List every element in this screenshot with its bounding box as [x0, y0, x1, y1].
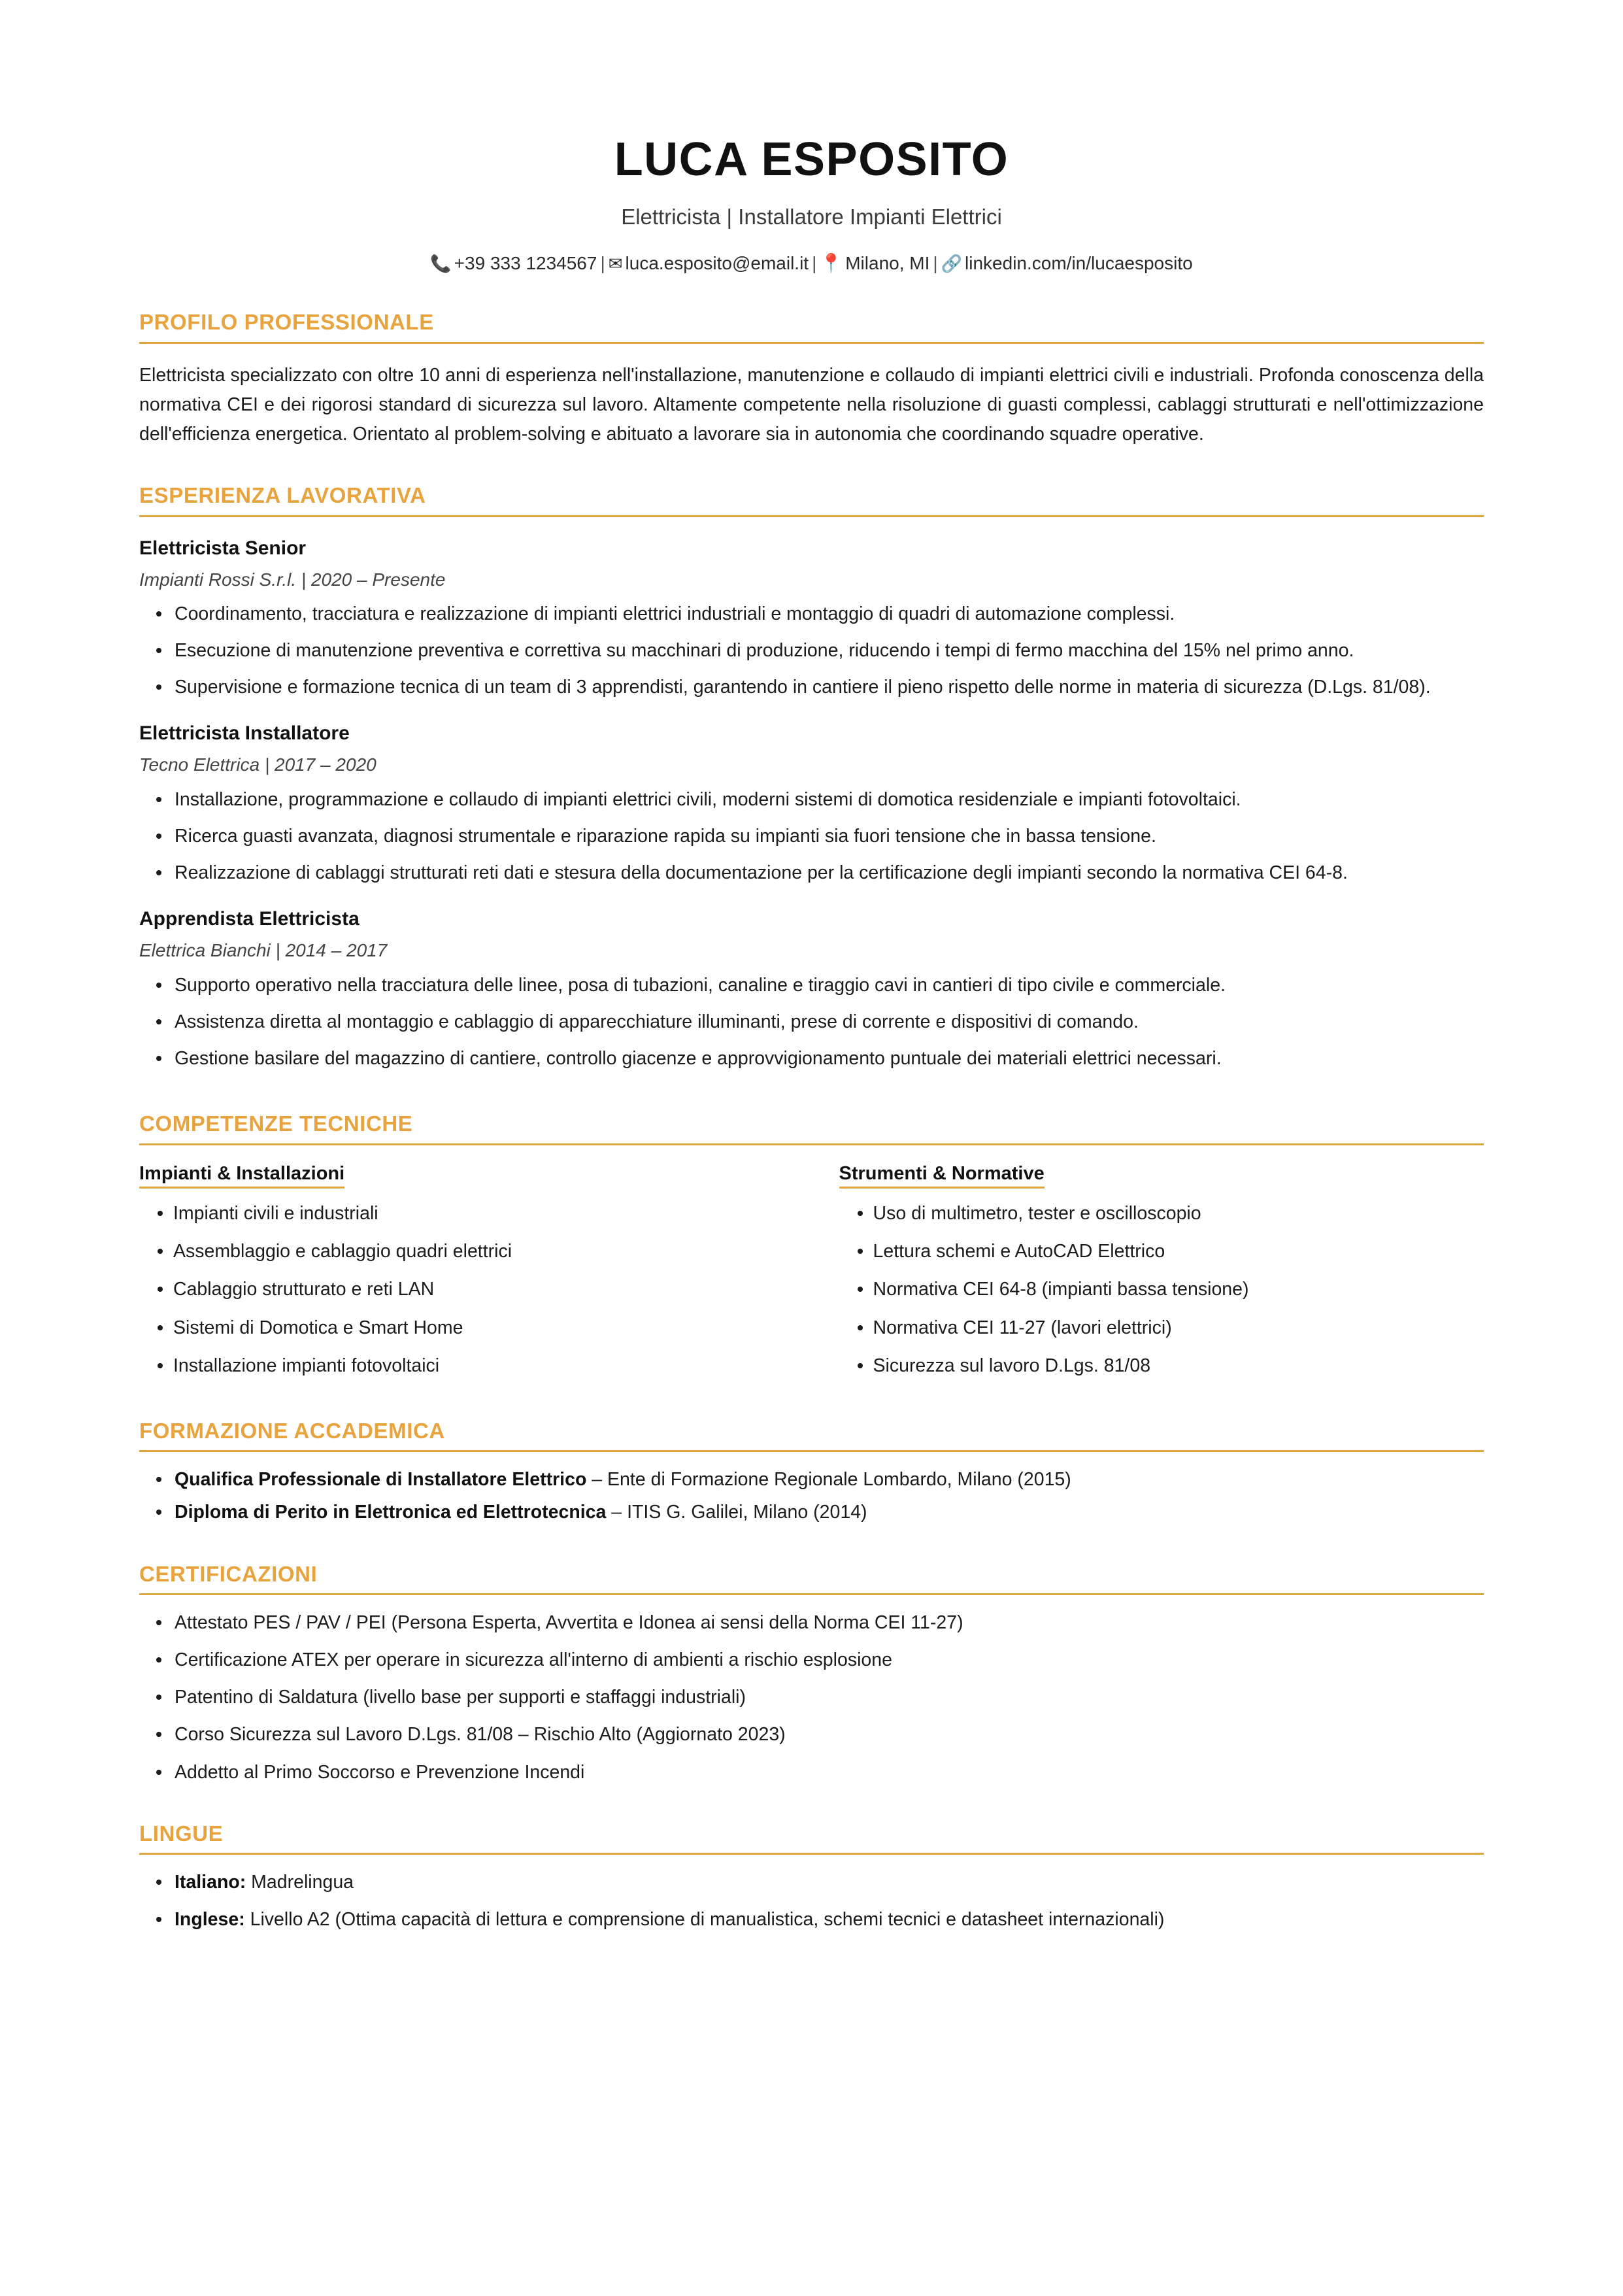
certifications-list	[139, 1608, 1484, 1787]
list-item: Ricerca guasti avanzata, diagnosi strumentale e riparazione rapida su impianti sia fuori tensione che in bassa tensione.	[139, 822, 1484, 851]
list-item: Certificazione ATEX per operare in sicurezza all'interno di ambienti a rischio esplosione	[139, 1646, 1484, 1675]
contact-line	[139, 251, 1484, 276]
contact-location: Milano, MI	[845, 252, 930, 273]
language-name: Italiano:	[175, 1872, 246, 1893]
section-title-experience: ESPERIENZA LAVORATIVA	[139, 482, 426, 507]
list-item	[139, 1905, 1484, 1934]
contact-email[interactable]: luca.esposito@email.it	[625, 252, 809, 273]
job-bullet-list	[139, 599, 1484, 702]
list-item: Attestato PES / PAV / PEI (Persona Esperta, Avvertita e Idonea ai sensi della Norma CEI 11-27)	[139, 1608, 1484, 1638]
list-item: Installazione, programmazione e collaudo di impianti elettrici civili, moderni sistemi di domotica residenziale e impianti fotovoltaici.	[139, 785, 1484, 815]
job-bullet-list	[139, 785, 1484, 888]
section-certifications	[139, 1562, 1484, 1787]
education-institution: – Ente di Formazione Regionale Lombardo, Milano (2015)	[586, 1469, 1071, 1491]
section-title-languages: LINGUE	[139, 1821, 224, 1846]
map-pin-icon: 📍	[820, 252, 843, 274]
list-item: Coordinamento, tracciatura e realizzazione di impianti elettrici industriali e montaggio di quadri di automazione complessi.	[139, 599, 1484, 629]
section-divider	[139, 342, 1484, 344]
list-item: Assemblaggio e cablaggio quadri elettrici	[139, 1237, 812, 1266]
list-item: Lettura schemi e AutoCAD Elettrico	[839, 1237, 1484, 1266]
profile-summary-text: Elettricista specializzato con oltre 10 anni di esperienza nell'installazione, manutenzione e collaudo di impianti elettrici civili e industriali. Profonda conoscenza della normativa CEI e dei rigorosi standard di sicurezza sul lavoro. Altamente competente nella risoluzione di guasti complessi, cablaggi strutturati e nell'ottimizzazione dell'efficienza energetica. Orientato al problem-solving e abituato a lavorare sia in autonomia che coordinando squadre operative.	[139, 364, 1484, 445]
list-item: Assistenza diretta al montaggio e cablaggio di apparecchiature illuminanti, prese di corrente e dispositivi di comando.	[139, 1007, 1484, 1037]
candidate-name: LUCA ESPOSITO	[614, 133, 1009, 186]
link-icon: 🔗	[941, 254, 963, 274]
list-item: Impianti civili e industriali	[139, 1199, 812, 1228]
language-name: Inglese:	[175, 1909, 245, 1931]
contact-separator: |	[933, 252, 938, 273]
section-title-education: FORMAZIONE ACCADEMICA	[139, 1418, 445, 1443]
job-title: Elettricista Senior	[139, 537, 307, 559]
languages-list	[139, 1868, 1484, 1934]
contact-separator: |	[812, 252, 817, 273]
experience-entry	[139, 907, 1484, 1073]
job-company-dates: Tecno Elettrica | 2017 – 2020	[139, 754, 376, 775]
job-bullet-list	[139, 971, 1484, 1073]
section-divider	[139, 515, 1484, 517]
language-level: Madrelingua	[246, 1872, 354, 1893]
section-profile	[139, 310, 1484, 449]
section-title-skills: COMPETENZE TECNICHE	[139, 1111, 413, 1136]
list-item: Patentino di Saldatura (livello base per supporti e staffaggi industriali)	[139, 1683, 1484, 1712]
section-divider	[139, 1593, 1484, 1595]
job-title: Elettricista Installatore	[139, 722, 350, 745]
telephone-icon: 📞	[430, 254, 452, 274]
experience-entry	[139, 722, 1484, 888]
skills-list	[139, 1199, 812, 1380]
contact-linkedin[interactable]: linkedin.com/in/lucaesposito	[965, 252, 1193, 273]
skills-columns	[139, 1162, 1484, 1381]
section-divider	[139, 1853, 1484, 1855]
skills-subheading: Strumenti & Normative	[839, 1162, 1045, 1189]
language-level: Livello A2 (Ottima capacità di lettura e comprensione di manualistica, schemi tecnici e datasheet internazionali)	[244, 1909, 1165, 1931]
list-item: Addetto al Primo Soccorso e Prevenzione Incendi	[139, 1758, 1484, 1787]
section-experience	[139, 483, 1484, 1073]
candidate-title: Elettricista | Installatore Impianti Elettrici	[621, 205, 1002, 229]
list-item	[139, 1498, 1484, 1527]
resume-header	[139, 0, 1484, 276]
list-item: Supervisione e formazione tecnica di un team di 3 apprendisti, garantendo in cantiere il pieno rispetto delle norme in materia di sicurezza (D.Lgs. 81/08).	[139, 673, 1484, 702]
section-divider	[139, 1143, 1484, 1145]
contact-phone[interactable]: +39 333 1234567	[454, 252, 597, 273]
experience-entry	[139, 537, 1484, 703]
list-item: Esecuzione di manutenzione preventiva e correttiva su macchinari di produzione, riducendo i tempi di fermo macchina del 15% nel primo anno.	[139, 636, 1484, 666]
list-item: Normativa CEI 11-27 (lavori elettrici)	[839, 1313, 1484, 1343]
section-divider	[139, 1450, 1484, 1452]
list-item: Normativa CEI 64-8 (impianti bassa tensione)	[839, 1275, 1484, 1304]
section-title-profile: PROFILO PROFESSIONALE	[139, 309, 434, 334]
list-item: Gestione basilare del magazzino di cantiere, controllo giacenze e approvvigionamento puntuale dei materiali elettrici necessari.	[139, 1044, 1484, 1073]
list-item: Sistemi di Domotica e Smart Home	[139, 1313, 812, 1343]
skills-list	[839, 1199, 1484, 1380]
list-item: Supporto operativo nella tracciatura delle linee, posa di tubazioni, canaline e tiraggio cavi in cantieri di tipo civile e commerciale.	[139, 971, 1484, 1000]
skills-subheading: Impianti & Installazioni	[139, 1162, 344, 1189]
list-item: Uso di multimetro, tester e oscilloscopio	[839, 1199, 1484, 1228]
skills-column-strumenti	[812, 1162, 1484, 1381]
list-item	[139, 1465, 1484, 1494]
job-company-dates: Elettrica Bianchi | 2014 – 2017	[139, 940, 388, 961]
section-title-certifications: CERTIFICAZIONI	[139, 1561, 318, 1586]
job-company-dates: Impianti Rossi S.r.l. | 2020 – Presente	[139, 569, 446, 590]
education-degree: Qualifica Professionale di Installatore Elettrico	[175, 1469, 587, 1491]
list-item: Installazione impianti fotovoltaici	[139, 1351, 812, 1381]
skills-column-impianti	[139, 1162, 812, 1381]
education-institution: – ITIS G. Galilei, Milano (2014)	[606, 1502, 867, 1523]
list-item: Realizzazione di cablaggi strutturati reti dati e stesura della documentazione per la certificazione degli impianti secondo la normativa CEI 64-8.	[139, 858, 1484, 888]
education-list	[139, 1465, 1484, 1527]
list-item: Corso Sicurezza sul Lavoro D.Lgs. 81/08 – Rischio Alto (Aggiornato 2023)	[139, 1720, 1484, 1749]
section-skills	[139, 1111, 1484, 1381]
education-degree: Diploma di Perito in Elettronica ed Elettrotecnica	[175, 1502, 607, 1523]
list-item: Sicurezza sul lavoro D.Lgs. 81/08	[839, 1351, 1484, 1381]
job-title: Apprendista Elettricista	[139, 908, 360, 930]
list-item: Cablaggio strutturato e reti LAN	[139, 1275, 812, 1304]
list-item	[139, 1868, 1484, 1897]
section-languages	[139, 1821, 1484, 1935]
section-education	[139, 1419, 1484, 1528]
envelope-icon: ✉	[608, 254, 623, 274]
contact-separator: |	[600, 252, 605, 273]
